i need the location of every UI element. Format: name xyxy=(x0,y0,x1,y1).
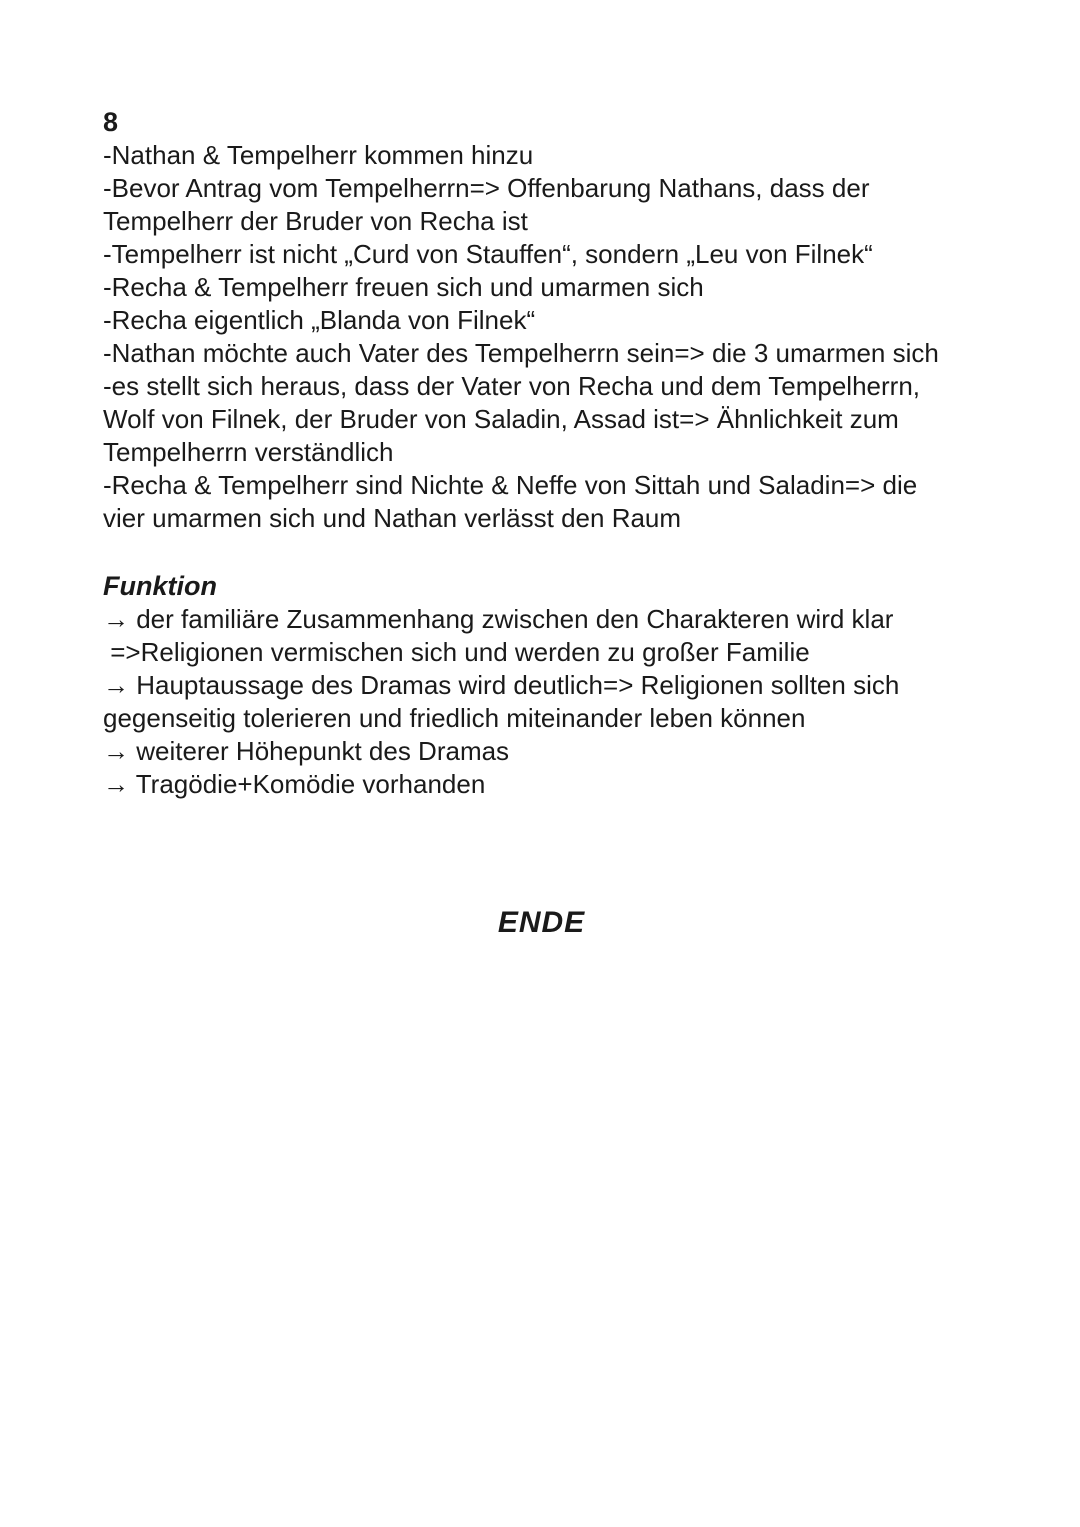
funktion-heading: Funktion xyxy=(103,571,217,601)
section-number-heading: 8 xyxy=(103,107,119,137)
note-line: -Nathan & Tempelherr kommen hinzu xyxy=(103,140,534,170)
note-line: Tempelherrn verständlich xyxy=(103,437,394,467)
note-line: Tempelherr der Bruder von Recha ist xyxy=(103,206,528,236)
funktion-line: → Tragödie+Komödie vorhanden xyxy=(103,769,486,799)
note-line: -Recha & Tempelherr sind Nichte & Neffe von Sittah und Saladin=> die xyxy=(103,470,918,500)
funktion-line: → weiterer Höhepunkt des Dramas xyxy=(103,736,510,766)
text-column xyxy=(103,106,980,941)
note-line: vier umarmen sich und Nathan verlässt den Raum xyxy=(103,503,682,533)
funktion-notes xyxy=(103,603,980,801)
funktion-line: → der familiäre Zusammenhang zwischen den Charakteren wird klar xyxy=(103,604,894,634)
funktion-line: =>Religionen vermischen sich und werden zu großer Familie xyxy=(103,637,810,667)
note-line: -Nathan möchte auch Vater des Tempelherrn sein=> die 3 umarmen sich xyxy=(103,338,939,368)
note-line: Wolf von Filnek, der Bruder von Saladin, Assad ist=> Ähnlichkeit zum xyxy=(103,404,899,434)
ende-label: ENDE xyxy=(497,906,586,939)
note-line: -Tempelherr ist nicht „Curd von Stauffen“, sondern „Leu von Filnek“ xyxy=(103,239,873,269)
note-line: -es stellt sich heraus, dass der Vater von Recha und dem Tempelherrn, xyxy=(103,371,921,401)
note-line: -Recha eigentlich „Blanda von Filnek“ xyxy=(103,305,536,335)
funktion-line: gegenseitig tolerieren und friedlich miteinander leben können xyxy=(103,703,806,733)
note-line: -Recha & Tempelherr freuen sich und umarmen sich xyxy=(103,272,704,302)
note-line: -Bevor Antrag vom Tempelherrn=> Offenbarung Nathans, dass der xyxy=(103,173,870,203)
scene-notes xyxy=(103,139,980,535)
funktion-line: → Hauptaussage des Dramas wird deutlich=> Religionen sollten sich xyxy=(103,670,900,700)
